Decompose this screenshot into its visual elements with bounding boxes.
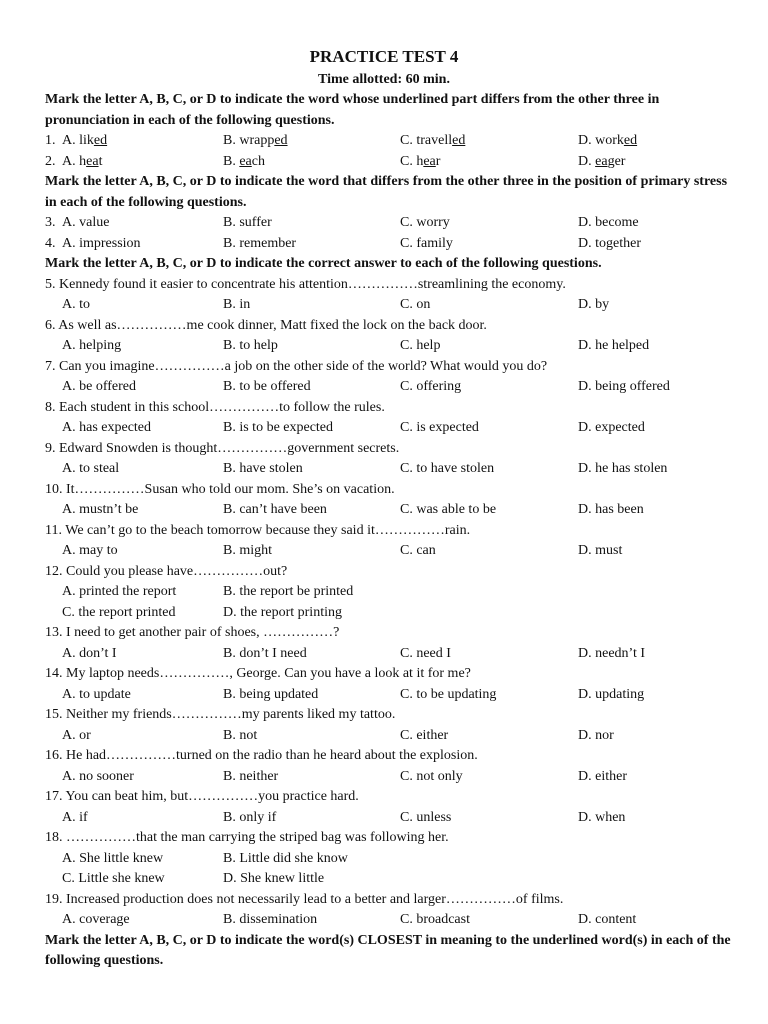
option-d: D. nor [578,727,614,743]
option-a: A. don’t I [62,645,117,661]
question-text: We can’t go to the beach tomorrow because they said it……………rain. [65,522,471,538]
option-d: D. together [578,235,641,251]
option-c: C. family [400,235,453,251]
option-b: B. don’t I need [223,645,307,661]
option-c: C. broadcast [400,912,470,927]
options-row [45,336,735,357]
section-instruction: Mark the letter A, B, C, or D to indicate the word whose underlined part differs from the other three in pronunciation in each of the following questions. [45,92,660,128]
option-a: A. printed the report [62,584,177,599]
option-a: A. mustn’t be [62,502,139,517]
option-c: C. can [400,543,436,558]
option-a: A. to [62,297,90,312]
options-row [45,541,735,562]
option-c: C. help [400,338,441,353]
option-d: D. needn’t I [578,645,645,661]
options-row [45,685,735,706]
option-b: B. not [223,727,258,743]
option-d: D. when [578,809,626,825]
option-b: B. wrapped [223,133,288,148]
question-text: Neither my friends……………my parents liked my tattoo. [66,707,396,722]
option-c: C. is expected [400,420,479,435]
option-d: D. has been [578,502,644,517]
option-b: B. to be offered [223,379,311,394]
options-row [45,459,735,480]
option-b: B. being updated [223,686,319,702]
option-c: C. either [400,727,449,743]
question-text: Could you please have……………out? [66,563,288,579]
question-number: 4. [45,235,56,251]
option-a: A. may to [62,543,118,558]
question-stem [45,562,735,583]
option-d: D. either [578,768,627,784]
question-stem [45,398,735,419]
option-d: D. being offered [578,379,670,394]
question-number: 3. [45,215,56,230]
question-stem [45,828,735,849]
option-c: C. unless [400,809,452,825]
option-d: D. eager [578,153,626,169]
question-number: 12. [45,563,63,579]
question-number: 7. [45,358,56,374]
worksheet-content [45,90,735,972]
question-text: Kennedy found it easier to concentrate his attention……………streamlining the economy. [59,276,566,292]
option-b: B. dissemination [223,912,318,927]
option-c: C. to be updating [400,686,497,702]
options-row [45,808,735,829]
question-text: Edward Snowden is thought……………government secrets. [59,440,400,456]
question-number: 5. [45,276,56,292]
option-b: B. only if [223,809,277,825]
option-b: B. is to be expected [223,420,334,435]
question-row [45,131,735,152]
option-b: B. neither [223,768,279,784]
question-stem [45,623,735,644]
question-stem [45,357,735,378]
option-d: D. must [578,543,623,558]
option-a: A. value [62,215,110,230]
question-number: 15. [45,707,63,722]
question-stem [45,890,735,911]
options-row [45,377,735,398]
question-text: He had……………turned on the radio than he heard about the explosion. [66,748,478,763]
question-number: 18. [45,830,63,845]
option-c: C. Little she knew [62,871,165,886]
options-row [45,849,735,870]
question-text: My laptop needs……………, George. Can you have a look at it for me? [66,666,471,681]
question-row [45,213,735,234]
question-text: I need to get another pair of shoes, ……………? [66,625,340,640]
question-stem [45,787,735,808]
option-a: A. heat [62,153,103,169]
option-a: A. no sooner [62,768,134,784]
option-d: D. he helped [578,338,650,353]
option-d: D. updating [578,686,645,702]
question-stem [45,480,735,501]
options-row [45,295,735,316]
option-a: A. liked [62,133,108,148]
question-stem [45,664,735,685]
question-number: 13. [45,625,63,640]
option-d: D. the report printing [223,604,342,620]
question-stem [45,439,735,460]
option-b: B. Little did she know [223,850,348,866]
question-text: Each student in this school……………to follow the rules. [59,399,385,415]
options-row [45,910,735,931]
option-b: B. might [223,543,273,558]
section-instruction: Mark the letter A, B, C, or D to indicate the word(s) CLOSEST in meaning to the underlined word(s) in each of the following questions. [45,932,731,968]
option-b: B. have stolen [223,461,303,476]
question-text: It……………Susan who told our mom. She’s on vacation. [66,481,395,497]
option-c: C. hear [400,153,441,169]
option-b: B. to help [223,338,278,353]
option-a: A. She little knew [62,850,164,866]
option-d: D. become [578,215,639,230]
section-instruction: Mark the letter A, B, C, or D to indicate the correct answer to each of the following questions. [45,256,602,271]
option-a: A. if [62,809,88,825]
option-a: A. has expected [62,420,152,435]
option-b: B. suffer [223,215,272,230]
question-row [45,152,735,173]
question-number: 10. [45,481,63,497]
question-text: Increased production does not necessarily lead to a better and larger……………of films. [66,891,564,907]
option-d: D. She knew little [223,871,325,886]
option-a: A. or [62,727,91,743]
option-c: C. on [400,297,431,312]
question-stem [45,705,735,726]
options-row [45,500,735,521]
section-instruction: Mark the letter A, B, C, or D to indicate the word that differs from the other three in the position of primary stress in each of the following questions. [45,174,728,210]
question-number: 11. [45,522,62,538]
option-c: C. not only [400,768,463,784]
question-number: 2. [45,153,56,169]
option-b: B. the report be printed [223,584,354,599]
option-c: C. offering [400,379,462,394]
option-a: A. to update [62,686,131,702]
option-c: C. the report printed [62,604,176,620]
option-a: A. helping [62,338,122,353]
option-a: A. coverage [62,912,130,927]
question-row [45,234,735,255]
question-number: 17. [45,789,63,804]
question-number: 9. [45,440,56,456]
question-number: 16. [45,748,63,763]
option-d: D. by [578,297,610,312]
option-b: B. each [223,153,265,169]
option-d: D. content [578,912,637,927]
options-row [45,644,735,665]
question-number: 6. [45,317,56,333]
option-c: C. was able to be [400,502,497,517]
question-stem [45,275,735,296]
option-c: C. travelled [400,133,466,148]
question-number: 14. [45,666,63,681]
option-c: C. need I [400,645,451,661]
question-number: 1. [45,133,56,148]
question-number: 19. [45,891,63,907]
question-stem [45,316,735,337]
option-b: B. can’t have been [223,502,327,517]
time-allotted: Time allotted: 60 min. [318,72,450,87]
option-d: D. he has stolen [578,461,668,476]
option-a: A. be offered [62,379,136,394]
option-a: A. to steal [62,461,120,476]
question-stem [45,746,735,767]
question-number: 8. [45,399,56,415]
options-row [45,603,735,624]
option-d: D. worked [578,133,638,148]
option-c: C. worry [400,215,450,230]
question-text: You can beat him, but……………you practice hard. [65,789,359,804]
option-c: C. to have stolen [400,461,495,476]
option-a: A. impression [62,235,141,251]
option-b: B. remember [223,235,297,251]
question-text: ……………that the man carrying the striped bag was following her. [66,830,449,845]
question-stem [45,521,735,542]
options-row [45,582,735,603]
option-b: B. in [223,297,251,312]
page-title: PRACTICE TEST 4 [309,47,459,66]
options-row [45,418,735,439]
question-text: As well as……………me cook dinner, Matt fixed the lock on the back door. [58,317,487,333]
option-d: D. expected [578,420,645,435]
options-row [45,726,735,747]
options-row [45,767,735,788]
options-row [45,869,735,890]
question-text: Can you imagine……………a job on the other side of the world? What would you do? [59,358,548,374]
